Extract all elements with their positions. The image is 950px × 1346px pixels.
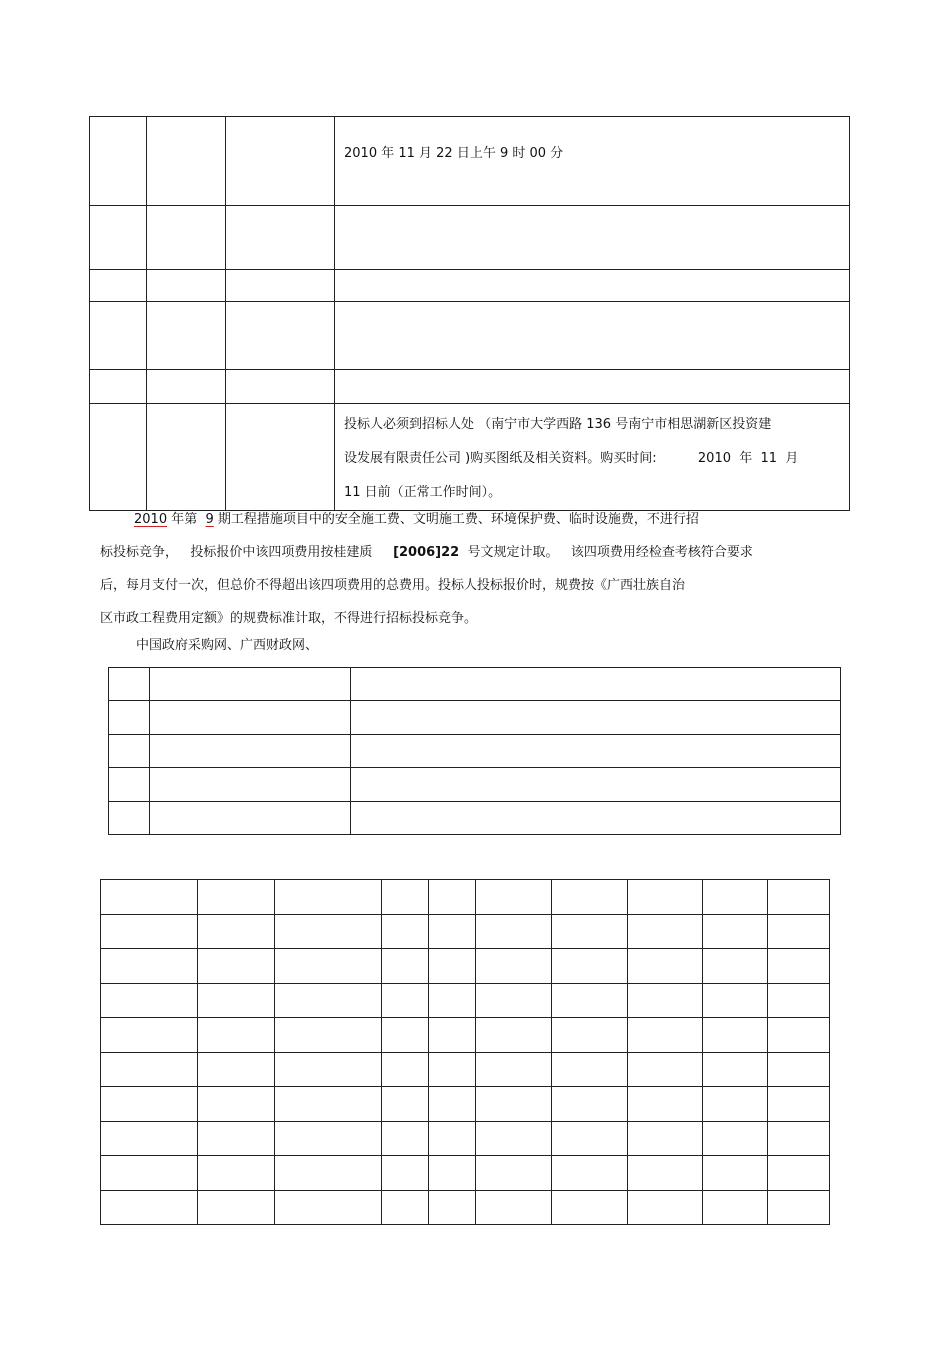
grid-table xyxy=(100,879,830,1225)
table-row xyxy=(101,1052,830,1087)
paragraph-line: 后，每月支付一次，但总价不得超出该四项费用的总费用。投标人投标报价时，规费按《广西壮族自治 xyxy=(100,578,686,593)
table-row xyxy=(109,668,841,701)
contact-table xyxy=(108,667,841,835)
note-line: 设发展有限责任公司 )购买图纸及相关资料。购买时间: 2010 年 11 月 xyxy=(344,451,799,466)
table-row xyxy=(101,914,830,949)
table-row xyxy=(90,117,850,206)
paragraph-text: 标投标竞争， 投标报价中该四项费用按桂建质 xyxy=(100,545,394,560)
table-row xyxy=(90,370,850,404)
bid-opening-time: 2010 年 11 月 22 日上午 9 时 00 分 xyxy=(335,117,850,206)
table-row xyxy=(101,983,830,1018)
table-row xyxy=(101,1087,830,1122)
drawing-purchase-note xyxy=(335,404,850,511)
note-line: 投标人必须到招标人处 （南宁市大学西路 136 号南宁市相思湖新区投资建 xyxy=(344,417,772,432)
paragraph-text: 年第 xyxy=(167,512,206,527)
note-line: 11 日前（正常工作时间）。 xyxy=(344,485,502,500)
table-row xyxy=(101,1190,830,1225)
fee-paragraph xyxy=(100,503,840,635)
regulation-number: [2006]22 xyxy=(393,545,460,560)
table-row xyxy=(109,701,841,734)
table-row xyxy=(90,302,850,370)
table-row xyxy=(101,880,830,915)
issue-underlined: 9 xyxy=(205,512,214,527)
paragraph-line xyxy=(100,503,840,536)
year-underlined: 2010 xyxy=(134,512,168,527)
table-row xyxy=(109,801,841,834)
table-row xyxy=(101,1018,830,1053)
paragraph-line: 区市政工程费用定额》的规费标准计取，不得进行招标投标竞争。 xyxy=(100,611,478,626)
table-row xyxy=(90,404,850,511)
bid-info-table xyxy=(89,116,850,511)
paragraph-text: 期工程措施项目中的安全施工费、文明施工费、环境保护费、临时设施费，不进行招 xyxy=(213,512,699,527)
table-row xyxy=(90,206,850,270)
table-row xyxy=(101,949,830,984)
table-row xyxy=(101,1121,830,1156)
table-row xyxy=(101,1156,830,1191)
table-row xyxy=(109,768,841,801)
paragraph-text: 号文规定计取。 该四项费用经检查考核符合要求 xyxy=(459,545,753,560)
publication-sites: 中国政府采购网、广西财政网、 xyxy=(136,638,319,653)
table-row xyxy=(109,734,841,767)
table-row xyxy=(90,270,850,302)
paragraph-line xyxy=(100,536,840,569)
